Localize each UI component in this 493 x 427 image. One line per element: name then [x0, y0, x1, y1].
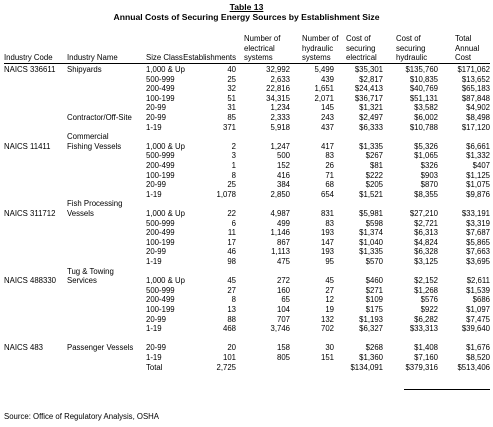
table-row	[0, 113, 493, 123]
table-row	[0, 75, 493, 85]
cell-total-annual-cost: $171,062	[457, 65, 490, 74]
cell-size-class: 1,000 & Up	[146, 276, 186, 286]
cell-hydraulic-systems: 439	[320, 74, 334, 84]
cell-cost-hydraulic: $903	[420, 170, 438, 180]
cell-total-annual-cost: $39,640	[461, 324, 490, 334]
cell-cost-hydraulic: $6,002	[414, 113, 438, 122]
header-line: securing	[396, 43, 426, 53]
cell-cost-hydraulic: $2,721	[414, 218, 438, 228]
cell-electrical-systems: 475	[276, 257, 290, 266]
cell-size-class: 200-499	[146, 228, 175, 238]
header-industry-name	[67, 53, 118, 62]
table-row	[0, 103, 493, 113]
cell-electrical-systems: 3,746	[270, 324, 290, 334]
cell-total-annual-cost: $3,695	[466, 257, 490, 266]
cell-cost-hydraulic: $1,268	[414, 285, 438, 295]
cell-total-annual-cost: $6,661	[466, 141, 490, 151]
cell-total-annual-cost: $1,075	[466, 180, 490, 190]
cell-total-annual-cost: $9,876	[466, 189, 490, 199]
cell-cost-hydraulic: $135,760	[405, 65, 438, 74]
cell-cost-electrical: $24,413	[354, 84, 383, 94]
cell-size-class: 1,000 & Up	[146, 141, 186, 151]
header-size-class	[146, 53, 183, 62]
cell-establishments: 8	[231, 295, 236, 305]
cell-establishments: 3	[231, 151, 236, 161]
cell-cost-electrical: $205	[365, 180, 383, 190]
cell-total-annual-cost: $1,539	[466, 285, 490, 295]
header-line: Cost	[455, 52, 472, 62]
cell-size-class: 500-999	[146, 285, 175, 295]
cell-size-class: 500-999	[146, 74, 175, 84]
table-row	[0, 65, 493, 75]
cell-cost-electrical: $598	[365, 218, 383, 228]
table-row	[0, 363, 493, 373]
cell-hydraulic-systems: 193	[320, 228, 334, 238]
cell-hydraulic-systems: 1,651	[314, 84, 334, 94]
cell-total-annual-cost: $1,676	[466, 343, 490, 353]
cell-cost-electrical: $268	[365, 343, 383, 353]
cell-industry-name: Vessels	[67, 209, 94, 218]
table-row	[0, 190, 493, 200]
cell-total-annual-cost: $4,902	[466, 103, 490, 113]
header-cost-hydraulic	[396, 34, 427, 62]
cell-size-class: 100-199	[146, 93, 175, 103]
cell-cost-hydraulic: $51,131	[409, 93, 438, 103]
cell-hydraulic-systems: 68	[325, 180, 334, 190]
table-row	[0, 238, 493, 248]
cell-cost-hydraulic: $3,125	[414, 257, 438, 266]
header-line: Total	[455, 34, 472, 44]
cell-hydraulic-systems: 193	[320, 247, 334, 257]
cell-cost-hydraulic: $870	[420, 180, 438, 190]
table-row	[0, 257, 493, 267]
source-note: Source: Office of Regulatory Analysis, OSHA	[4, 412, 159, 421]
cell-establishments: 101	[222, 353, 236, 362]
cell-establishments: 25	[227, 74, 236, 84]
table-row	[0, 334, 493, 344]
cell-electrical-systems: 707	[276, 314, 290, 324]
cell-electrical-systems: 384	[276, 180, 290, 190]
table-row	[0, 94, 493, 104]
cell-hydraulic-systems: 30	[325, 343, 334, 353]
cell-hydraulic-systems: 83	[325, 151, 334, 161]
cell-establishments: 51	[227, 93, 236, 103]
header-establishments	[183, 53, 236, 62]
header-line: hydraulic	[396, 52, 428, 62]
cell-electrical-systems: 65	[281, 295, 290, 305]
header-line: Industry Code	[4, 52, 53, 62]
cell-electrical-systems: 1,247	[270, 141, 290, 151]
cell-total-annual-cost: $8,498	[466, 113, 490, 122]
cell-size-class: 1-19	[146, 189, 162, 199]
cell-cost-hydraulic: $6,313	[414, 228, 438, 238]
table-row	[0, 267, 493, 277]
cell-total-annual-cost: $7,663	[466, 247, 490, 257]
cell-hydraulic-systems: 151	[320, 353, 334, 362]
cell-establishments: 2,725	[216, 362, 236, 372]
cell-hydraulic-systems: 83	[325, 218, 334, 228]
cell-establishments: 40	[227, 65, 236, 74]
cell-electrical-systems: 152	[276, 161, 290, 170]
header-line: Cost of	[396, 34, 421, 44]
header-cost-electrical	[346, 34, 377, 62]
table-row	[0, 219, 493, 229]
cell-establishments: 46	[227, 247, 236, 257]
cell-industry-code: NAICS 336611	[4, 65, 56, 74]
cell-size-class: 20-99	[146, 113, 166, 122]
cell-electrical-systems: 2,333	[270, 113, 290, 122]
cell-establishments: 22	[227, 209, 236, 218]
cell-size-class: 20-99	[146, 103, 166, 113]
cell-cost-electrical: $175	[365, 305, 383, 314]
cell-establishments: 31	[227, 103, 236, 113]
cell-hydraulic-systems: 243	[320, 113, 334, 122]
cell-electrical-systems: 416	[276, 170, 290, 180]
cell-establishments: 2	[231, 141, 236, 151]
cell-size-class: 500-999	[146, 151, 175, 161]
table-title: Annual Costs of Securing Energy Sources by Establishment Size	[113, 12, 380, 22]
cell-hydraulic-systems: 654	[320, 189, 334, 199]
header-line: hydraulic	[302, 43, 334, 53]
header-line: systems	[302, 52, 331, 62]
header-electrical-systems	[244, 34, 280, 62]
cell-electrical-systems: 5,918	[270, 122, 290, 132]
cell-industry-code: NAICS 11411	[4, 141, 51, 151]
cell-total-annual-cost: $1,125	[466, 170, 490, 180]
cell-total-annual-cost: $7,475	[466, 314, 490, 324]
cell-cost-hydraulic: $2,152	[414, 276, 438, 286]
cell-industry-name: Tug & Towing	[67, 266, 114, 276]
cell-cost-electrical: $109	[365, 295, 383, 305]
table-row	[0, 132, 493, 142]
cell-establishments: 27	[227, 285, 236, 295]
cell-total-annual-cost: $5,865	[466, 237, 490, 247]
cell-total-annual-cost: $13,652	[461, 74, 490, 84]
header-line: securing	[346, 43, 376, 53]
cell-cost-electrical: $1,040	[359, 237, 383, 247]
cell-cost-hydraulic: $576	[420, 295, 438, 305]
cell-size-class: 1-19	[146, 122, 162, 132]
cell-total-annual-cost: $87,848	[461, 93, 490, 103]
table-row	[0, 276, 493, 286]
cell-cost-electrical: $2,817	[359, 74, 383, 84]
cell-industry-name: Fishing Vessels	[67, 141, 122, 151]
cell-total-annual-cost: $2,611	[466, 276, 490, 286]
table-row	[0, 123, 493, 133]
cell-cost-electrical: $267	[365, 151, 383, 161]
cell-size-class: 1-19	[146, 353, 162, 362]
cell-establishments: 371	[222, 122, 236, 132]
cell-cost-hydraulic: $922	[420, 305, 438, 314]
cell-electrical-systems: 272	[276, 276, 290, 286]
cell-electrical-systems: 805	[276, 353, 290, 362]
cell-total-annual-cost: $8,520	[466, 353, 490, 362]
cell-size-class: 1-19	[146, 324, 162, 334]
cell-cost-hydraulic: $6,328	[414, 247, 438, 257]
cell-cost-hydraulic: $10,835	[409, 74, 438, 84]
cell-electrical-systems: 32,992	[266, 65, 290, 74]
cell-cost-hydraulic: $7,160	[414, 353, 438, 362]
table-row	[0, 295, 493, 305]
table-row	[0, 151, 493, 161]
cell-cost-hydraulic: $6,282	[414, 314, 438, 324]
cell-cost-electrical: $1,360	[359, 353, 383, 362]
cell-total-annual-cost: $1,332	[466, 151, 490, 161]
cell-electrical-systems: 34,315	[266, 93, 290, 103]
cell-cost-electrical: $35,301	[354, 65, 383, 74]
header-line: Establishments	[183, 52, 236, 62]
cell-electrical-systems: 158	[276, 343, 290, 353]
cell-cost-hydraulic: $3,582	[414, 103, 438, 113]
cell-total-annual-cost: $1,097	[466, 305, 490, 314]
cell-industry-name: Fish Processing	[67, 199, 123, 209]
cell-cost-electrical: $271	[365, 285, 383, 295]
cell-hydraulic-systems: 145	[320, 103, 334, 113]
cell-electrical-systems: 1,146	[270, 228, 290, 238]
cell-industry-name: Shipyards	[67, 65, 102, 74]
header-rule	[4, 63, 490, 64]
cell-electrical-systems: 2,633	[270, 74, 290, 84]
cell-size-class: 20-99	[146, 247, 166, 257]
header-line: Number of	[244, 34, 281, 44]
cell-industry-code: NAICS 488330	[4, 276, 57, 286]
cell-hydraulic-systems: 5,499	[314, 65, 334, 74]
cell-establishments: 6	[231, 218, 236, 228]
table-row	[0, 180, 493, 190]
cell-hydraulic-systems: 19	[325, 305, 334, 314]
table-row	[0, 228, 493, 238]
cell-total-annual-cost: $65,183	[461, 84, 490, 94]
cell-cost-electrical: $1,521	[359, 189, 383, 199]
cell-establishments: 17	[227, 237, 236, 247]
cell-size-class: 200-499	[146, 84, 175, 94]
cell-electrical-systems: 500	[276, 151, 290, 161]
cell-total-annual-cost: $33,191	[461, 209, 490, 218]
table-row	[0, 343, 493, 353]
cell-size-class: 100-199	[146, 170, 175, 180]
header-line: electrical	[346, 52, 377, 62]
table-row	[0, 305, 493, 315]
cell-establishments: 8	[231, 170, 236, 180]
cell-cost-hydraulic: $10,788	[409, 122, 438, 132]
cell-hydraulic-systems: 437	[320, 122, 334, 132]
cell-cost-electrical: $36,717	[354, 93, 383, 103]
cell-hydraulic-systems: 71	[325, 170, 334, 180]
cell-cost-electrical: $81	[369, 161, 383, 170]
cell-electrical-systems: 4,987	[270, 209, 290, 218]
cell-establishments: 32	[227, 84, 236, 94]
cell-industry-code: NAICS 483	[4, 343, 44, 353]
table-row	[0, 247, 493, 257]
cell-industry-name: Contractor/Off-Site	[67, 113, 132, 122]
cell-size-class: 1,000 & Up	[146, 65, 186, 74]
header-line: Annual	[455, 43, 480, 53]
cell-establishments: 1,078	[216, 189, 236, 199]
cell-total-annual-cost: $3,319	[466, 218, 490, 228]
cell-hydraulic-systems: 2,071	[314, 93, 334, 103]
header-line: Size Class	[146, 52, 183, 62]
cell-establishments: 20	[227, 343, 236, 353]
cell-industry-name: Services	[67, 276, 97, 286]
cell-hydraulic-systems: 95	[325, 257, 334, 266]
cell-total-annual-cost: $686	[472, 295, 490, 305]
cell-hydraulic-systems: 132	[320, 314, 334, 324]
cell-size-class: 200-499	[146, 295, 175, 305]
cell-cost-electrical: $222	[365, 170, 383, 180]
table-row	[0, 353, 493, 363]
cell-establishments: 45	[227, 276, 236, 286]
table-row	[0, 209, 493, 219]
header-industry-code	[4, 53, 53, 62]
cell-cost-hydraulic: $326	[420, 161, 438, 170]
cell-establishments: 98	[227, 257, 236, 266]
cell-cost-electrical: $6,327	[359, 324, 383, 334]
cell-cost-electrical: $1,321	[359, 103, 383, 113]
cell-industry-name: Passenger Vessels	[67, 343, 134, 353]
total-rule	[404, 389, 490, 390]
cell-cost-electrical: $6,333	[359, 122, 383, 132]
header-line: systems	[244, 52, 273, 62]
cell-total-annual-cost: $17,120	[461, 122, 490, 132]
cell-size-class: 100-199	[146, 305, 175, 314]
cell-size-class: 1-19	[146, 257, 162, 266]
cell-size-class: Total	[146, 362, 163, 372]
cell-hydraulic-systems: 27	[325, 285, 334, 295]
cell-electrical-systems: 22,816	[266, 84, 290, 94]
cell-cost-electrical: $1,374	[359, 228, 383, 238]
cell-size-class: 20-99	[146, 180, 166, 190]
table-row	[0, 199, 493, 209]
cell-hydraulic-systems: 417	[320, 141, 334, 151]
cell-cost-electrical: $5,981	[359, 209, 383, 218]
cell-cost-electrical: $570	[365, 257, 383, 266]
cell-establishments: 468	[222, 324, 236, 334]
table-row	[0, 84, 493, 94]
header-line: electrical	[244, 43, 275, 53]
header-line: Industry Name	[67, 52, 118, 62]
cell-hydraulic-systems: 702	[320, 324, 334, 334]
cell-electrical-systems: 160	[276, 285, 290, 295]
table-number: Table 13	[229, 2, 264, 12]
cell-total-annual-cost: $407	[472, 161, 490, 170]
table-row	[0, 161, 493, 171]
cell-cost-electrical: $2,497	[359, 113, 383, 122]
cell-cost-hydraulic: $27,210	[409, 209, 438, 218]
cell-cost-hydraulic: $1,408	[414, 343, 438, 353]
cell-industry-name: Commercial	[67, 132, 109, 142]
cell-cost-hydraulic: $8,355	[414, 189, 438, 199]
cell-hydraulic-systems: 831	[320, 209, 334, 218]
cell-cost-hydraulic: $5,326	[414, 141, 438, 151]
cell-establishments: 25	[227, 180, 236, 190]
cell-electrical-systems: 104	[276, 305, 290, 314]
cell-hydraulic-systems: 45	[325, 276, 334, 286]
cell-hydraulic-systems: 26	[325, 161, 334, 170]
header-line: Number of	[302, 34, 339, 44]
header-total-annual-cost	[455, 34, 479, 62]
cell-size-class: 500-999	[146, 218, 175, 228]
cell-electrical-systems: 2,850	[270, 189, 290, 199]
cell-cost-hydraulic: $379,316	[405, 362, 438, 372]
cell-electrical-systems: 867	[276, 237, 290, 247]
table-row	[0, 324, 493, 334]
cell-hydraulic-systems: 147	[320, 237, 334, 247]
cell-establishments: 1	[231, 161, 236, 170]
cell-hydraulic-systems: 12	[325, 295, 334, 305]
cell-electrical-systems: 1,234	[270, 103, 290, 113]
cell-size-class: 200-499	[146, 161, 175, 170]
cell-cost-electrical: $1,335	[359, 141, 383, 151]
cell-electrical-systems: 499	[276, 218, 290, 228]
table-row	[0, 171, 493, 181]
cell-cost-hydraulic: $1,065	[414, 151, 438, 161]
cell-cost-hydraulic: $40,769	[409, 84, 438, 94]
cell-establishments: 13	[227, 305, 236, 314]
cell-size-class: 100-199	[146, 237, 175, 247]
header-line: Cost of	[346, 34, 371, 44]
cell-establishments: 88	[227, 314, 236, 324]
cell-cost-electrical: $460	[365, 276, 383, 286]
cell-cost-electrical: $134,091	[350, 362, 383, 372]
cell-electrical-systems: 1,113	[271, 247, 290, 257]
cell-establishments: 85	[227, 113, 236, 122]
cell-cost-electrical: $1,193	[359, 314, 383, 324]
cell-size-class: 20-99	[146, 343, 166, 353]
table-row	[0, 286, 493, 296]
header-hydraulic-systems	[302, 34, 338, 62]
cell-total-annual-cost: $513,406	[457, 362, 490, 372]
cell-cost-hydraulic: $33,313	[409, 324, 438, 334]
table-row	[0, 315, 493, 325]
cell-cost-electrical: $1,335	[359, 247, 383, 257]
cell-total-annual-cost: $7,687	[466, 228, 490, 238]
cell-cost-hydraulic: $4,824	[414, 237, 438, 247]
table-row	[0, 142, 493, 152]
cell-establishments: 11	[227, 228, 236, 238]
cell-industry-code: NAICS 311712	[4, 209, 56, 218]
cell-size-class: 1,000 & Up	[146, 209, 186, 218]
cell-size-class: 20-99	[146, 314, 166, 324]
